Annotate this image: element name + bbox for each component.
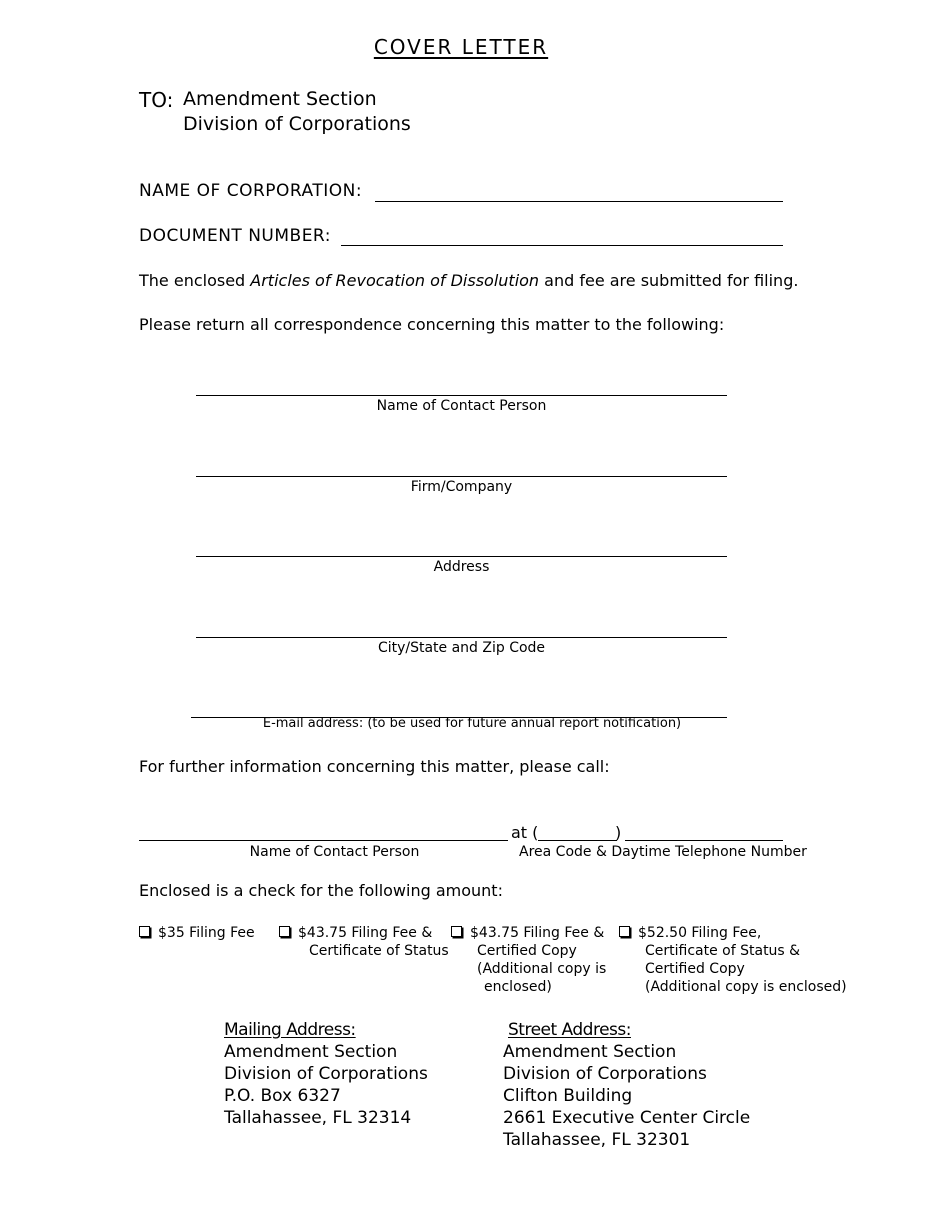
fee-intro: Enclosed is a check for the following amount:	[139, 881, 503, 900]
fee-option-52[interactable]	[619, 924, 847, 996]
fee-option-43-copy[interactable]	[451, 924, 606, 996]
city-state-zip-caption: City/State and Zip Code	[377, 640, 546, 656]
checkbox-icon[interactable]	[139, 926, 150, 937]
enclosed-prefix: The enclosed	[139, 271, 251, 290]
phone-intro: For further information concerning this matter, please call:	[139, 757, 610, 776]
mailing-address-heading: Mailing Address:	[224, 1020, 356, 1040]
phone-contact-name-caption: Name of Contact Person	[249, 844, 420, 860]
address-field[interactable]	[196, 556, 727, 557]
corporation-name-label: NAME OF CORPORATION:	[139, 181, 363, 201]
return-instructions: Please return all correspondence concerning this matter to the following:	[139, 315, 725, 334]
checkbox-icon[interactable]	[279, 926, 290, 937]
street-address-heading: Street Address:	[508, 1020, 631, 1040]
area-code-field[interactable]	[538, 840, 617, 841]
close-paren: )	[615, 823, 622, 842]
fee-option-detail: (Additional copy is enclosed)	[645, 979, 847, 995]
contact-name-field[interactable]	[196, 395, 727, 396]
checkbox-icon[interactable]	[451, 926, 462, 937]
corporation-name-field[interactable]	[375, 201, 783, 202]
street-address-line: Tallahassee, FL 32301	[503, 1130, 691, 1150]
fee-option-label: $35 Filing Fee	[158, 925, 255, 941]
fee-option-detail: Certificate of Status	[309, 943, 449, 959]
street-address-line: Amendment Section	[503, 1042, 677, 1062]
street-address-line: Clifton Building	[503, 1086, 633, 1106]
daytime-phone-field[interactable]	[625, 840, 783, 841]
fee-option-detail: (Additional copy is	[477, 961, 607, 977]
mailing-address-line: Division of Corporations	[224, 1064, 428, 1084]
fee-option-label: $52.50 Filing Fee,	[638, 925, 762, 941]
enclosed-suffix: and fee are submitted for filing.	[539, 271, 799, 290]
page-title: COVER LETTER	[373, 35, 549, 59]
fee-option-detail: Certified Copy	[477, 943, 577, 959]
mailing-address	[224, 1019, 428, 1129]
fee-option-label: $43.75 Filing Fee &	[470, 925, 605, 941]
fee-option-35[interactable]	[139, 924, 255, 942]
street-address-line: Division of Corporations	[503, 1064, 707, 1084]
phone-contact-name-field[interactable]	[139, 840, 508, 841]
document-type: Articles of Revocation of Dissolution	[250, 271, 540, 290]
checkbox-icon[interactable]	[619, 926, 630, 937]
fee-option-43-status[interactable]	[279, 924, 449, 960]
mailing-address-line: Amendment Section	[224, 1042, 398, 1062]
to-label: TO:	[139, 88, 174, 112]
email-caption: E-mail address: (to be used for future annual report notification)	[262, 716, 682, 731]
street-address-line: 2661 Executive Center Circle	[503, 1108, 751, 1128]
to-recipient-line-2: Division of Corporations	[183, 113, 411, 135]
fee-option-detail: enclosed)	[484, 979, 552, 995]
firm-company-field[interactable]	[196, 476, 727, 477]
at-label: at (	[511, 823, 539, 842]
contact-name-caption: Name of Contact Person	[376, 398, 547, 414]
fee-option-detail: Certified Copy	[645, 961, 745, 977]
firm-company-caption: Firm/Company	[410, 479, 513, 495]
document-number-field[interactable]	[341, 245, 783, 246]
street-address	[503, 1019, 750, 1151]
mailing-address-line: P.O. Box 6327	[224, 1086, 341, 1106]
phone-number-caption: Area Code & Daytime Telephone Number	[519, 844, 807, 860]
mailing-address-line: Tallahassee, FL 32314	[224, 1108, 412, 1128]
document-number-label: DOCUMENT NUMBER:	[139, 226, 331, 246]
address-caption: Address	[433, 559, 490, 575]
fee-option-label: $43.75 Filing Fee &	[298, 925, 433, 941]
to-recipient-line-1: Amendment Section	[183, 88, 377, 110]
enclosed-statement	[139, 271, 798, 290]
city-state-zip-field[interactable]	[196, 637, 727, 638]
fee-option-detail: Certificate of Status &	[645, 943, 801, 959]
